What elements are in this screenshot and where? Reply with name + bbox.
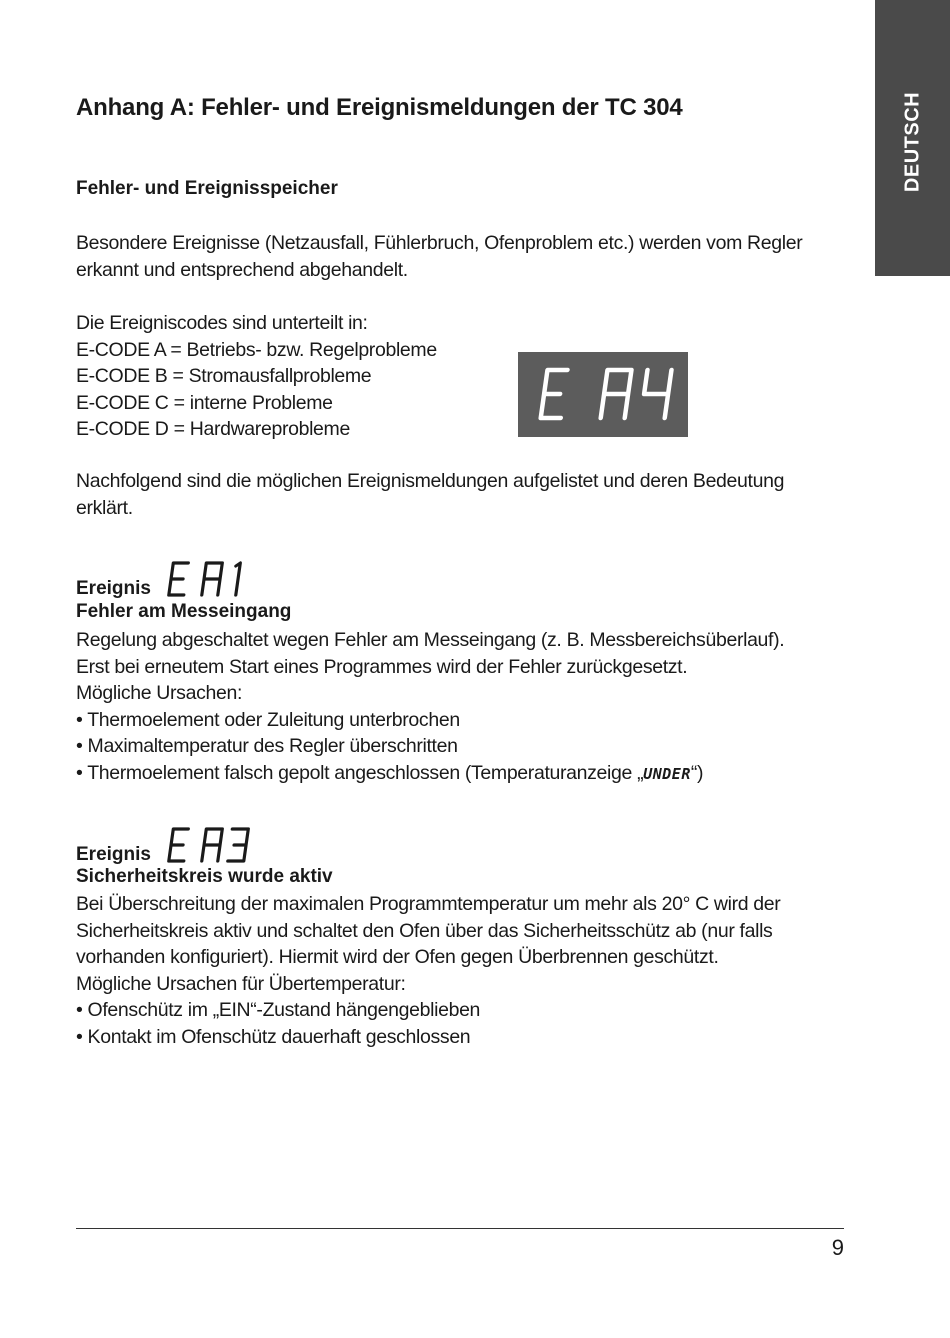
- code-list-item: E-CODE B = Stromausfallprobleme: [76, 365, 372, 387]
- intro-line: erkannt und entsprechend abgehandelt.: [76, 258, 408, 281]
- event-title: Fehler am Messeingang: [76, 601, 292, 622]
- causes-heading: Mögliche Ursachen:: [76, 682, 243, 704]
- event-line: Regelung abgeschaltet wegen Fehler am Messeingang (z. B. Messbereichsüberlauf).: [76, 629, 785, 651]
- language-tab-label: DEUTSCH: [901, 91, 923, 193]
- event-description: [76, 891, 780, 1050]
- causes-heading: Mögliche Ursachen für Übertemperatur:: [76, 972, 406, 995]
- event-title: Sicherheitskreis wurde aktiv: [76, 866, 333, 887]
- lcd-segments: [518, 352, 688, 437]
- cause-bullet: • Kontakt im Ofenschütz dauerhaft geschlossen: [76, 1025, 471, 1048]
- intro-line: Besondere Ereignisse (Netzausfall, Fühlerbruch, Ofenproblem etc.) werden vom Regler: [76, 232, 803, 254]
- cause-bullet: • Thermoelement oder Zuleitung unterbrochen: [76, 708, 460, 731]
- event-label: Ereignis: [76, 844, 151, 865]
- cause-bullet-text: • Thermoelement falsch gepolt angeschlossen (Temperaturanzeige „: [76, 761, 644, 784]
- code-categories-list: [76, 310, 437, 443]
- language-tab: [875, 0, 950, 276]
- event-line: Bei Überschreitung der maximalen Programmtemperatur um mehr als 20° C wird der: [76, 893, 781, 915]
- code-list-intro: Die Ereigniscodes sind unterteilt in:: [76, 312, 368, 334]
- following-line: erklärt.: [76, 496, 133, 519]
- code-list-item: E-CODE A = Betriebs- bzw. Regelprobleme: [76, 338, 437, 361]
- code-list-item: E-CODE D = Hardwareprobleme: [76, 418, 350, 440]
- following-line: Nachfolgend sind die möglichen Ereignismeldungen aufgelistet und deren Bedeutung: [76, 470, 785, 492]
- event-code-display: [166, 558, 256, 600]
- cause-bullet: [76, 760, 784, 788]
- lcd-display: [518, 352, 688, 437]
- page-title: Anhang A: Fehler- und Ereignismeldungen der TC 304: [76, 94, 683, 121]
- event-line: Erst bei erneutem Start eines Programmes wird der Fehler zurückgesetzt.: [76, 655, 688, 678]
- page-number: 9: [831, 1235, 844, 1260]
- cause-bullet: • Maximaltemperatur des Regler überschritten: [76, 735, 458, 757]
- footer-divider: [76, 1228, 844, 1229]
- intro-paragraph: [76, 230, 802, 283]
- event-line: Sicherheitskreis aktiv und schaltet den Ofen über das Sicherheitsschütz ab (nur falls: [76, 919, 773, 942]
- code-list-item: E-CODE C = interne Probleme: [76, 391, 333, 414]
- cause-bullet: • Ofenschütz im „EIN“-Zustand hängengeblieben: [76, 999, 481, 1021]
- event-description: [76, 627, 784, 787]
- event-code-display: [166, 824, 256, 866]
- section-heading: Fehler- und Ereignisspeicher: [76, 178, 338, 199]
- event-line: vorhanden konfiguriert). Hiermit wird der Ofen gegen Überbrennen geschützt.: [76, 946, 719, 968]
- event-label: Ereignis: [76, 578, 151, 599]
- cause-bullet-text-end: “): [690, 761, 704, 784]
- display-word-under: UNDER: [643, 764, 691, 783]
- following-paragraph: [76, 468, 784, 521]
